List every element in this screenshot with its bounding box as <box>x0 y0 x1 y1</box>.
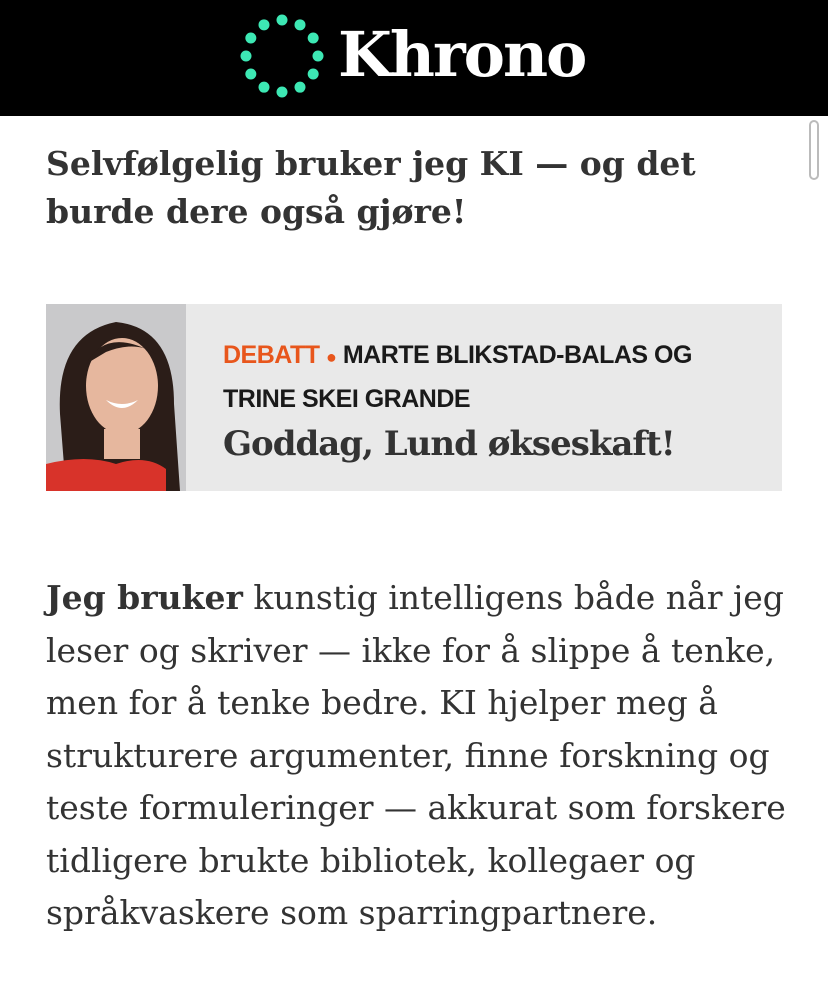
body-text: kunstig intelligens både når jeg leser og skriver — ikke for å slippe å tenke, men for å tenke bedre. KI hjelper meg å strukturere argumenter, finne forskning og teste formuleringer — akkurat som forskere tidligere brukte bibliotek, kollegaer og språkvaskere som sparringpartnere. <box>46 578 786 932</box>
logo-dot <box>241 51 252 62</box>
khrono-logo-icon[interactable] <box>240 14 324 98</box>
related-title[interactable]: Goddag, Lund økseskaft! <box>223 424 675 464</box>
top-bar <box>0 0 828 116</box>
article-body <box>46 572 786 940</box>
separator-dot: ● <box>325 347 337 367</box>
scrollbar[interactable] <box>809 120 819 180</box>
logo-dot <box>308 69 319 80</box>
lead-bold: Jeg bruker <box>46 578 243 617</box>
logo-dot <box>245 33 256 44</box>
logo-dot <box>295 82 306 93</box>
related-article-card[interactable] <box>46 304 782 491</box>
category-label: DEBATT <box>223 341 320 369</box>
related-meta <box>223 334 763 420</box>
author-photo <box>46 304 186 491</box>
logo-dot <box>313 51 324 62</box>
article-title: Selvfølgelig bruker jeg KI — og det burde dere også gjøre! <box>46 144 696 231</box>
logo-dot <box>277 15 288 26</box>
authors: MARTE BLIKSTAD-BALAS OG TRINE SKEI GRANDE <box>223 341 692 413</box>
logo-dot <box>295 19 306 30</box>
logo-dot <box>277 87 288 98</box>
logo-dot <box>245 69 256 80</box>
brand-logo[interactable]: Khrono <box>338 18 586 91</box>
logo-dot <box>259 82 270 93</box>
logo-dot <box>259 19 270 30</box>
logo-dot <box>308 33 319 44</box>
